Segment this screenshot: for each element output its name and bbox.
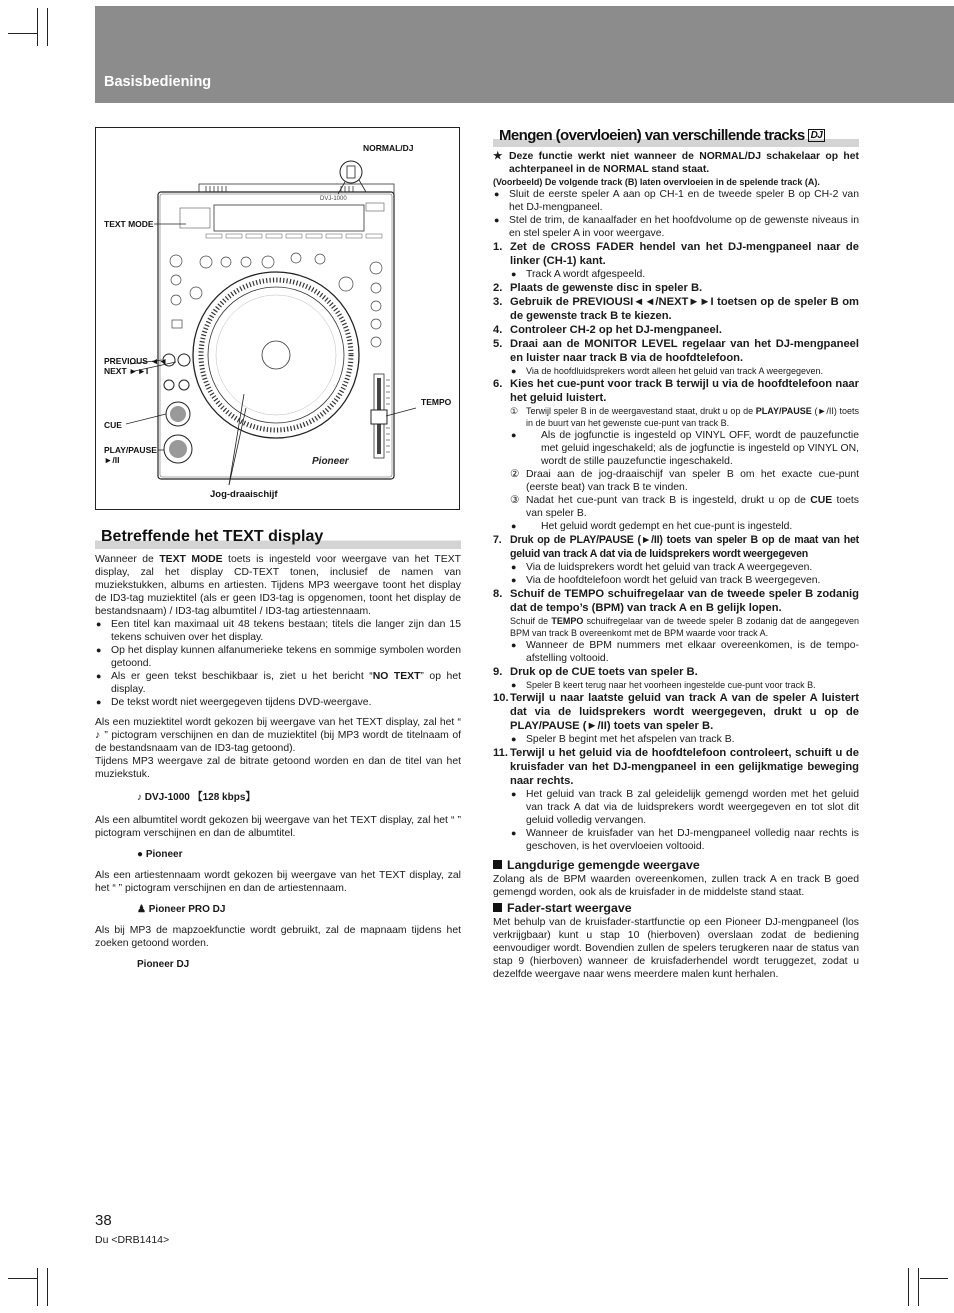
section-heading-mixing [493, 127, 859, 147]
right-column [493, 150, 859, 981]
step-11: 11. Terwijl u het geluid via de hoofdtelefoon controleert, schuift u de kruisfader van het DJ-mengpaneel in een gelijkmatige beweging naar rechts. [493, 747, 859, 787]
section-heading-text-display [95, 528, 461, 549]
label-cue: CUE [104, 420, 122, 430]
paragraph: Zolang als de BPM waarden overeenkomen, zullen track A en track B goed gemengd worden, ook als de kruisfader in de middelste stand staat. [493, 874, 859, 898]
document-code: Du <DRB1414> [95, 1234, 170, 1246]
bullet-item: ● Sluit de eerste speler A aan op CH-1 en de tweede speler B op CH-2 van het DJ-mengpaneel. [493, 188, 859, 214]
bullet-item: ● Als er geen tekst beschikbaar is, ziet u het bericht “NO TEXT” op het display. [95, 670, 461, 696]
label-play-pause-symbol: ►/II [104, 455, 120, 465]
square-bullet-icon [493, 860, 502, 869]
step-3: 3. Gebruik de PREVIOUSI◄◄/NEXT►►I toetsen op de speler B om de gewenste track B te kiezen. [493, 296, 859, 322]
label-next: NEXT ►►I [104, 366, 149, 376]
sub-bullet: ● Wanneer de kruisfader van het DJ-mengpaneel volledig naar rechts is geschoven, is het overvloeien voltooid. [493, 827, 859, 853]
step-7: 7. Druk op de PLAY/PAUSE (►/II) toets van speler B op de maat van het geluid van track A dat via de luidsprekers wordt weergegeven [493, 534, 859, 560]
bullet-item: ● Stel de trim, de kanaalfader en het hoofdvolume op de gewenste niveaus in en stel speler A in voor weergave. [493, 214, 859, 240]
device-model: DVJ-1000 [320, 196, 347, 202]
step-6: 6. Kies het cue-punt voor track B terwijl u via de hoofdtelefoon naar het geluid luistert. [493, 378, 859, 404]
sub-bullet: ● Het geluid wordt gedempt en het cue-punt is ingesteld. [493, 520, 859, 533]
section-title: Basisbediening [104, 74, 212, 90]
example-display: ♪ DVJ-1000 【128 kbps】 [137, 792, 256, 803]
paragraph: Met behulp van de kruisfader-startfunctie op een Pioneer DJ-mengpaneel (los verkrijgbaar) kunt u stap 10 (hierboven) overslaan zodat de bediening eenvoudiger wordt. Bovendien zullen de spelers terugkeren naar de status van stap 9 (hierboven) wanneer de kruisfaderhendel wordt teruggezet, zodat u dezelfde weergave naar wens meerdere malen kunt herhalen. [493, 917, 859, 980]
subsection-heading-long-mix: Langdurige gemengde weergave [493, 858, 859, 873]
paragraph: Als bij MP3 de mapzoekfunctie wordt gebruikt, zal de mapnaam tijdens het zoeken getoond worden. [95, 925, 461, 949]
square-bullet-icon [493, 903, 502, 912]
page-number: 38 [95, 1212, 112, 1229]
label-tempo: TEMPO [421, 397, 452, 407]
step-2: 2. Plaats de gewenste disc in speler B. [493, 282, 703, 294]
paragraph: Als een muziektitel wordt gekozen bij weergave van het TEXT display, zal het “ ♪ ” pictogram verschijnen en dan de muziektitel (bij MP3 wordt de titelnaam of de bestandsnaam van de ID3-tag getoond). [95, 717, 461, 754]
step-8: 8. Schuif de TEMPO schuifregelaar van de tweede speler B zodanig dat de tempo’s (BPM) van track A en B gelijk lopen. [493, 588, 859, 614]
paragraph: Wanneer de TEXT MODE toets is ingesteld voor weergave van het TEXT display, zal het display CD-TEXT tonen, inclusief de namen van muziekstukken, albums en artiesten. Tijdens MP3 weergave toont het display de ID3-tag muziektitel (als er geen ID3-tag is opgenomen, toont het display de bestandsnaam) / ID3-tag albumtitel / ID3-tag artiestennaam. [95, 554, 461, 617]
sub-bullet: ● Via de luidsprekers wordt het geluid van track A weergegeven. [493, 561, 859, 574]
label-previous: PREVIOUS ◄◄ [104, 356, 168, 366]
label-play-pause: PLAY/PAUSE [104, 445, 157, 455]
paragraph: Als een albumtitel wordt gekozen bij weergave van het TEXT display, zal het “ ” pictogram verschijnen en dan de albumtitel. [95, 815, 461, 839]
left-column [95, 553, 461, 971]
album-icon: ● [137, 849, 144, 860]
step-9: 9. Druk op de CUE toets van speler B. [493, 666, 698, 678]
device-brand: Pioneer [312, 456, 349, 467]
bullet-item: ● Een titel kan maximaal uit 48 tekens bestaan; titels die langer zijn dan 15 tekens schuiven over het display. [95, 618, 461, 644]
example-display: ♟ Pioneer PRO DJ [137, 904, 226, 915]
step-8-detail: Schuif de TEMPO schuifregelaar van de tweede speler B zodanig dat de aangegeven BPM van track B overeenkomt met de BPM waarde voor track A. [510, 616, 859, 638]
example-display: ● Pioneer [137, 849, 183, 860]
subsection-heading-fader-start: Fader-start weergave [493, 901, 859, 916]
label-normal-dj: NORMAL/DJ [363, 143, 414, 153]
sub-step: ① Terwijl speler B in de weergavestand staat, drukt u op de PLAY/PAUSE (►/II) toets in de buurt van het gewenste cue-punt van track B. [510, 406, 860, 428]
music-note-icon: ♪ [137, 792, 142, 803]
sub-bullet: ● Het geluid van track B zal geleidelijk gemengd worden met het geluid van track A dat via de luidsprekers wordt weergegeven en tot slot dit geluid volledig vervangen. [493, 788, 859, 827]
bullet-item: ● Op het display kunnen alfanumerieke tekens en sommige symbolen worden getoond. [95, 644, 461, 670]
sub-bullet: ● Wanneer de BPM nummers met elkaar overeenkomen, is de tempo-afstelling voltooid. [493, 639, 859, 665]
label-jog-dial: Jog-draaischijf [210, 489, 278, 500]
example-display: Pioneer DJ [137, 959, 190, 970]
sub-bullet: ● Track A wordt afgespeeld. [493, 268, 859, 281]
label-text-mode: TEXT MODE [104, 219, 154, 229]
step-1: 1. Zet de CROSS FADER hendel van het DJ-mengpaneel naar de linker (CH-1) kant. [493, 241, 859, 267]
bullet-item: ● De tekst wordt niet weergegeven tijdens DVD-weergave. [95, 696, 461, 709]
section-header-band [95, 6, 954, 103]
example-note: (Voorbeeld) De volgende track (B) laten overvloeien in de spelende track (A). [493, 177, 820, 187]
paragraph: Tijdens MP3 weergave zal de bitrate getoond worden en dan de titel van het muziekstuk. [95, 756, 461, 780]
heading-text: Betreffende het TEXT display [101, 528, 324, 545]
sub-bullet: ● Speler B keert terug naar het voorheen ingestelde cue-punt voor track B. [493, 679, 859, 691]
sub-bullet: ● Via de hoofdtelefoon wordt het geluid van track B weergegeven. [493, 574, 859, 587]
sub-bullet: ● Als de jogfunctie is ingesteld op VINYL OFF, wordt de pauzefunctie met geluid ingeschakeld; als de jogfunctie is ingesteld op VINYL ON, wordt de stille pauzefunctie ingeschakeld. [493, 429, 859, 468]
paragraph: Als een artiestennaam wordt gekozen bij weergave van het TEXT display, zal het “ ” pictogram verschijnen en dan de artiestennaam. [95, 870, 461, 894]
note-star: ★ Deze functie werkt niet wanneer de NORMAL/DJ schakelaar op het achterpaneel in de NORMAL stand staat. [493, 151, 859, 175]
step-4: 4. Controleer CH-2 op het DJ-mengpaneel. [493, 324, 722, 336]
sub-step: ③ Nadat het cue-punt van track B is ingesteld, drukt u op de CUE toets van speler B. [510, 495, 859, 519]
sub-step: ② Draai aan de jog-draaischijf van speler B om het exacte cue-punt (eerste beat) van track B te vinden. [510, 469, 859, 493]
sub-bullet: ● Via de hoofdluidsprekers wordt alleen het geluid van track A weergegeven. [493, 365, 859, 377]
sub-bullet: ● Speler B begint met het afspelen van track B. [493, 733, 859, 746]
step-5: 5. Draai aan de MONITOR LEVEL regelaar van het DJ-mengpaneel en luister naar track B via de hoofdtelefoon. [493, 338, 859, 364]
heading-text: Mengen (overvloeien) van verschillende tracks [499, 127, 805, 144]
step-10: 10. Terwijl u naar laatste geluid van track A van de speler A luistert dat via de luidsprekers wordt weergegeven, drukt u op de PLAY/PAUSE (►/II) toets van speler B. [493, 692, 859, 732]
star-icon: ★ [493, 151, 503, 162]
device-figure [95, 127, 460, 510]
artist-icon: ♟ [137, 904, 146, 915]
dj-badge-icon: DJ [808, 129, 826, 142]
